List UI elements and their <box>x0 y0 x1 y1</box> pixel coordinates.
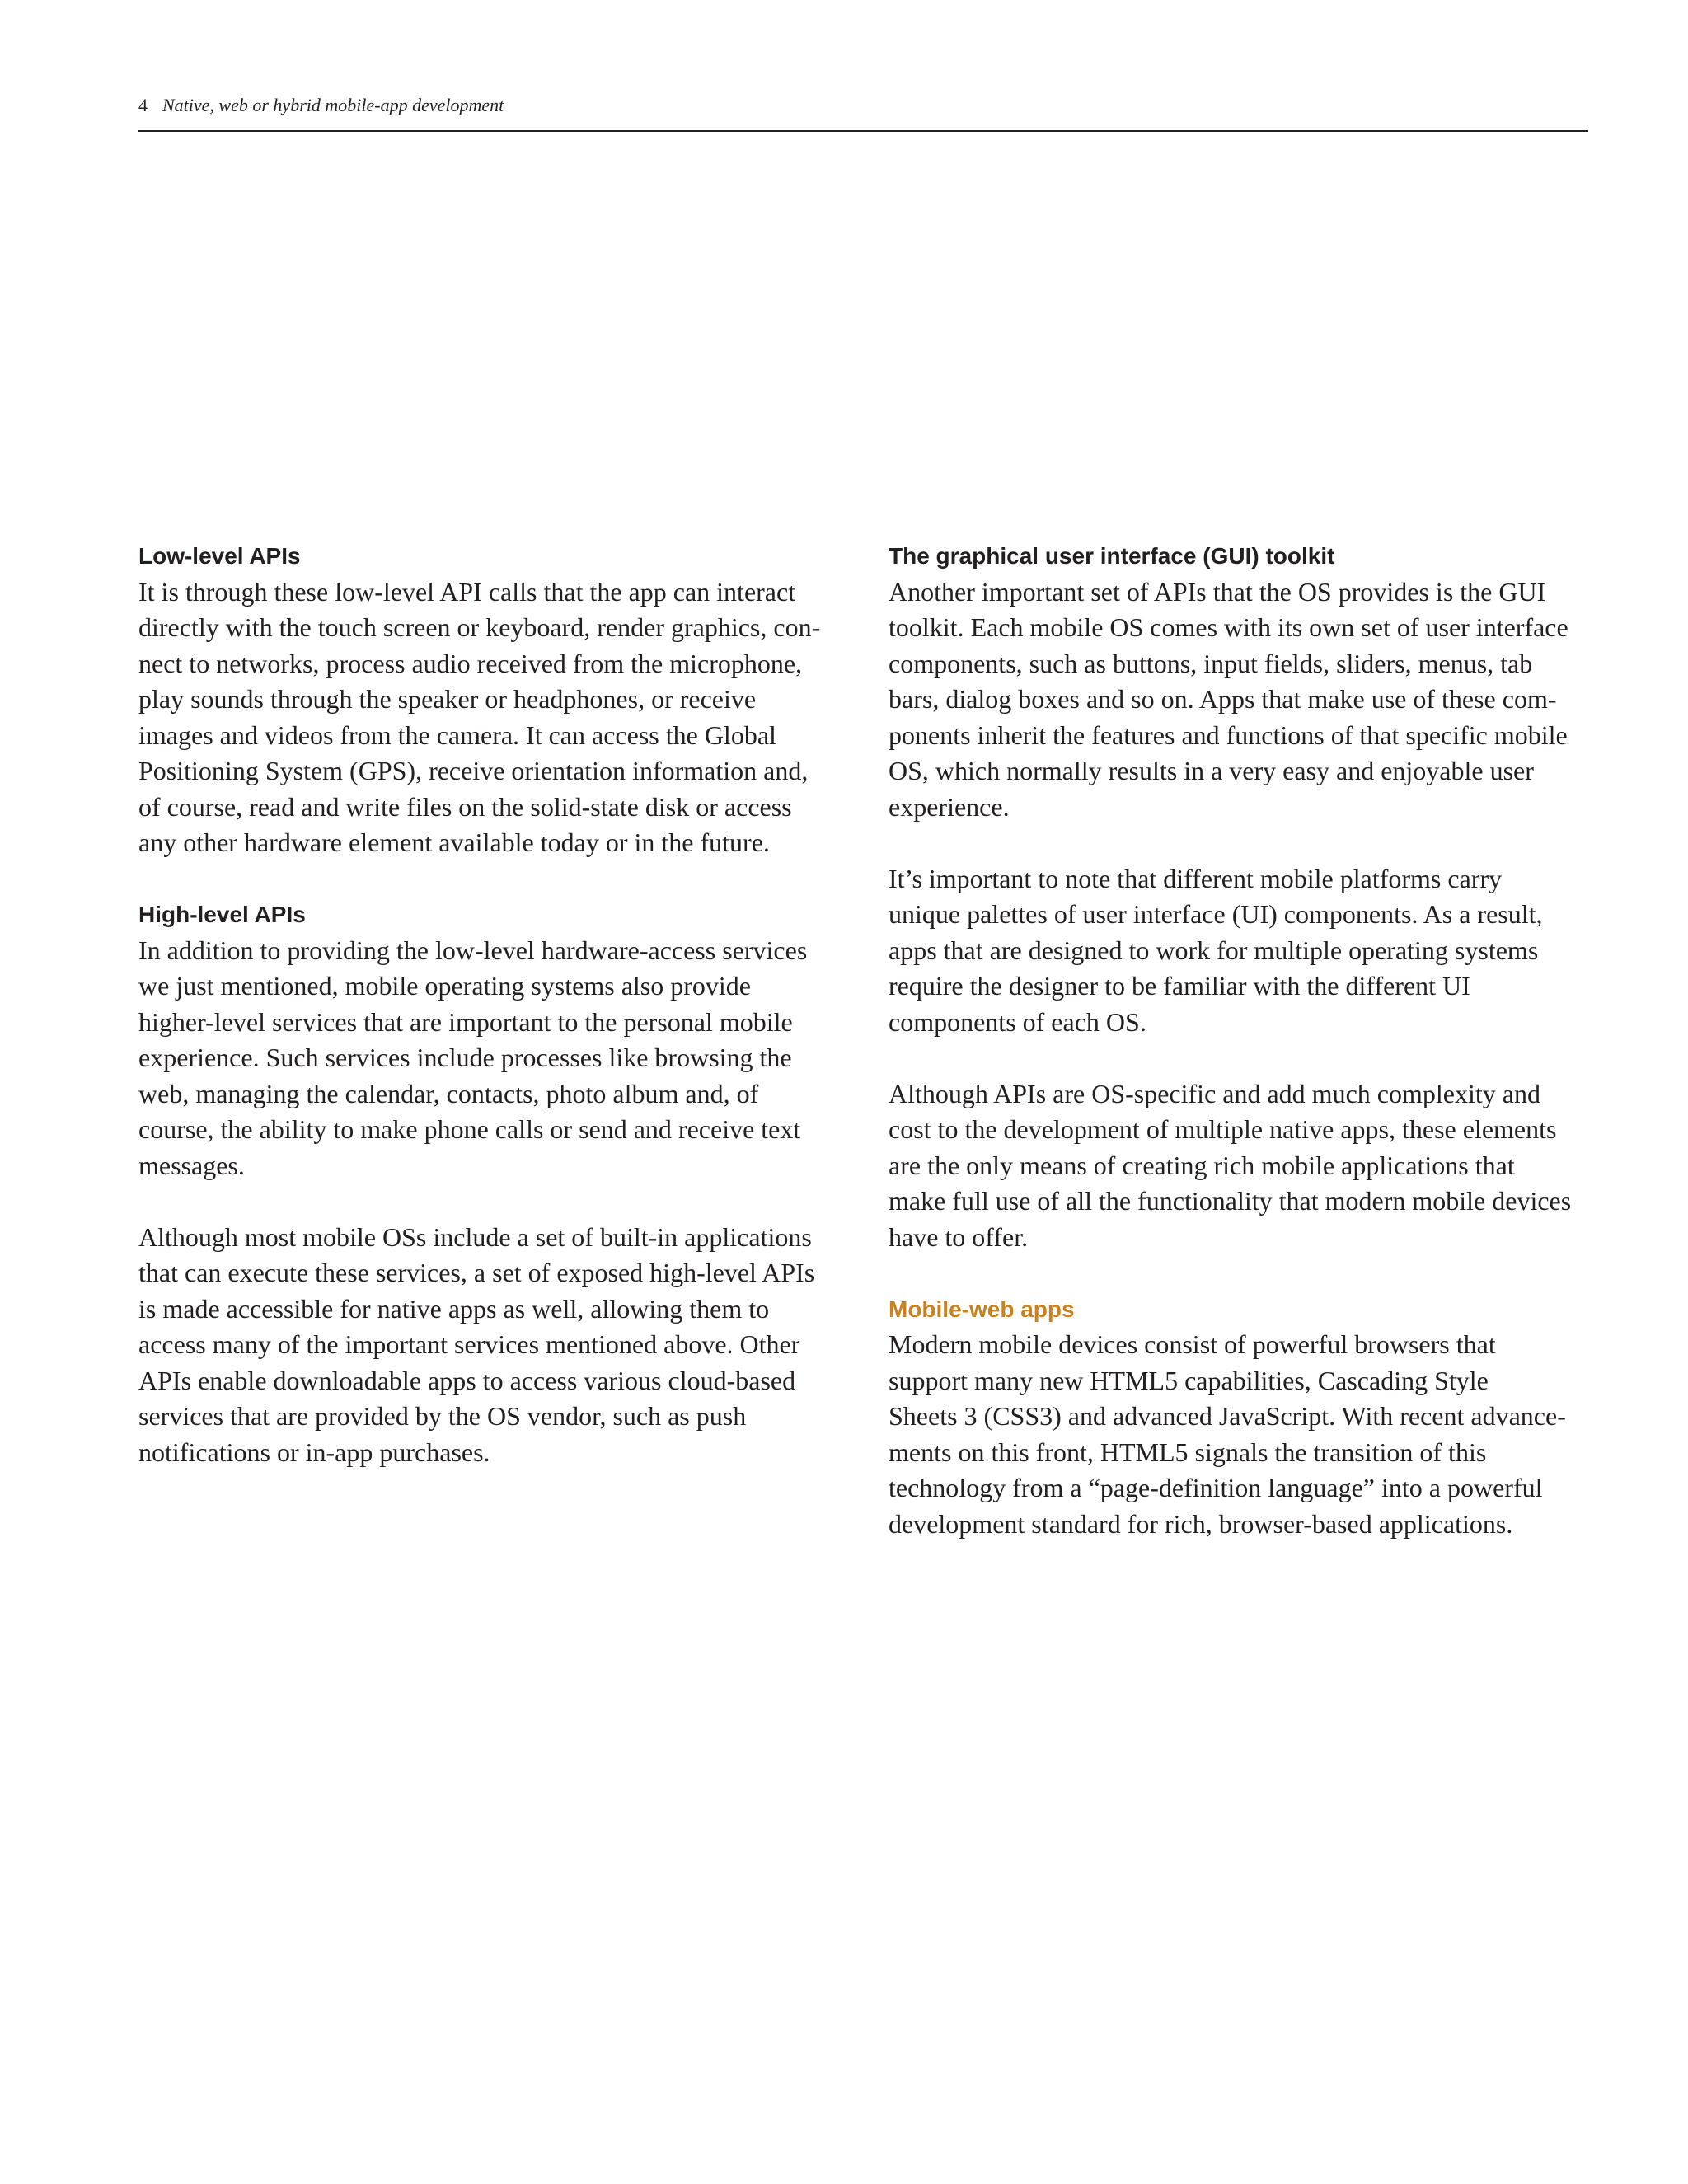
paragraph-spacer <box>138 861 839 898</box>
left-column <box>138 538 839 1470</box>
heading-low-level-apis: Low-level APIs <box>138 543 301 569</box>
document-title: Native, web or hybrid mobile-app development <box>162 95 504 115</box>
header-rule <box>138 130 1588 132</box>
paragraph-spacer <box>889 1040 1589 1076</box>
page-number: 4 <box>138 95 148 115</box>
paragraph-spacer <box>889 825 1589 861</box>
paragraph-gui-toolkit-1: Another important set of APIs that the OS provides is the GUI toolkit. Each mobile OS comes with its own set of user interface components, such as buttons, input fields, sliders, menus, tab bars, dialog boxes and so on. Apps that make use of these com- ponents inherit the features and functions of that specific mobile OS, which normally results in a very easy and enjoyable user experience. <box>889 576 1568 822</box>
right-column <box>889 538 1589 1542</box>
paragraph-spacer <box>889 1255 1589 1291</box>
paragraph-gui-toolkit-3: Although APIs are OS-specific and add much complexity and cost to the development of multiple native apps, these elements are the only means of creating rich mobile applications that make full use of all the functionality that modern mobile devices have to offer. <box>889 1078 1572 1252</box>
paragraph-high-level-apis-1: In addition to providing the low-level hardware-access services we just mentioned, mobile operating systems also provide higher-level services that are important to the personal mobile experience. Such services include processes like browsing the web, managing the calendar, contacts, photo album and, of course, the ability to make phone calls or send and receive text messages. <box>138 935 808 1180</box>
paragraph-mobile-web-apps: Modern mobile devices consist of powerful browsers that support many new HTML5 capabilities, Cascading Style Sheets 3 (CSS3) and advanced JavaScript. With recent advance- ments on this front, HTML5 signals the transition of this technology from a “page-definition language” into a powerful development standard for rich, browser-based applications. <box>889 1329 1566 1539</box>
heading-high-level-apis: High-level APIs <box>138 902 306 927</box>
paragraph-high-level-apis-2: Although most mobile OSs include a set of built-in applications that can execute these services, a set of exposed high-level APIs is made accessible for native apps as well, allowing them to access many of the important services mentioned above. Other APIs enable downloadable apps to access various cloud-based services that are provided by the OS vendor, such as push notifications or in-app purchases. <box>138 1221 815 1467</box>
heading-mobile-web-apps: Mobile-web apps <box>889 1296 1075 1322</box>
paragraph-gui-toolkit-2: It’s important to note that different mobile platforms carry unique palettes of user interface (UI) components. As a result, apps that are designed to work for multiple operating systems require the designer to be familiar with the different UI components of each OS. <box>889 863 1543 1037</box>
running-header <box>138 93 504 118</box>
heading-gui-toolkit: The graphical user interface (GUI) toolkit <box>889 543 1335 569</box>
paragraph-spacer <box>138 1183 839 1220</box>
paragraph-low-level-apis: It is through these low-level API calls that the app can interact directly with the touch screen or keyboard, render graphics, con- nect to networks, process audio received from the microphone, play sounds through the speaker or headphones, or receive images and videos from the camera. It can access the Global Positioning System (GPS), receive orientation information and, of course, read and write files on the solid-state disk or access any other hardware element available today or in the future. <box>138 576 821 857</box>
